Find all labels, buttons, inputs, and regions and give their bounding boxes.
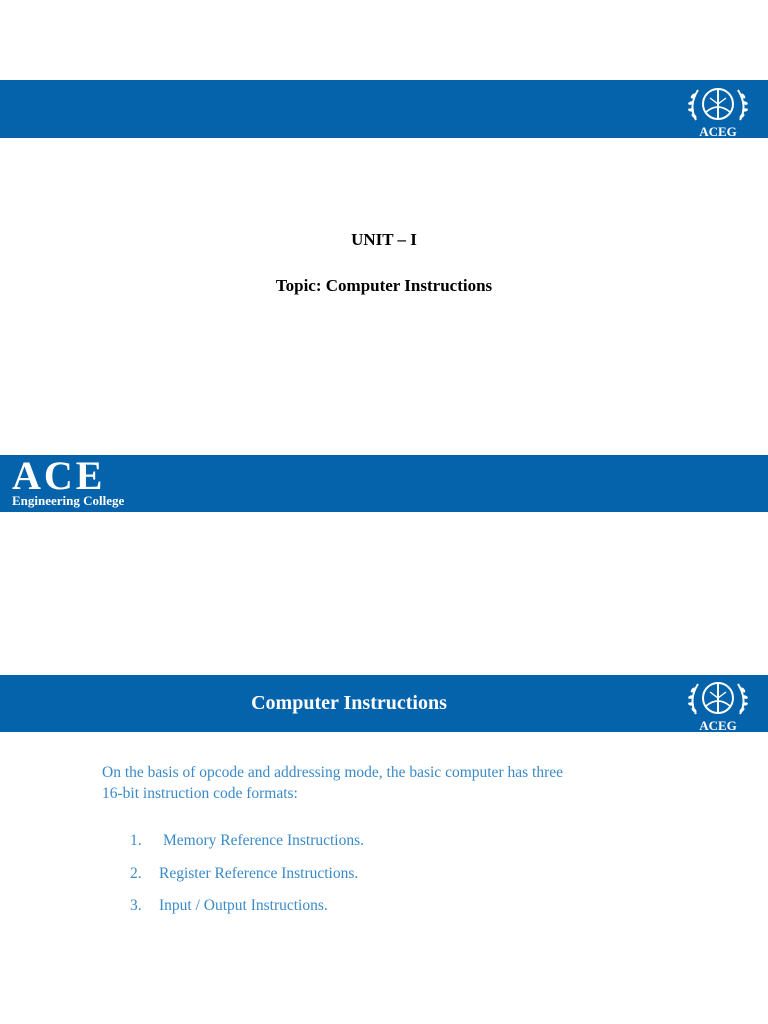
list-item-label: Input / Output Instructions. xyxy=(159,897,328,914)
slide1-header-band xyxy=(0,80,768,138)
unit-title: UNIT – I xyxy=(351,230,417,249)
intro-line-2: 16-bit instruction code formats: xyxy=(102,785,298,802)
intro-line-1: On the basis of opcode and addressing mode, the basic computer has three xyxy=(102,764,563,781)
college-emblem-icon xyxy=(682,676,754,734)
list-item-label: Memory Reference Instructions. xyxy=(163,832,365,849)
slide1-footer-band xyxy=(0,455,768,512)
list-item-number: 3. xyxy=(130,897,142,914)
ace-college-logo xyxy=(10,455,180,512)
intro-paragraph xyxy=(102,762,662,804)
list-item-number: 2. xyxy=(130,865,142,882)
emblem-label: ACEG xyxy=(699,718,737,733)
ace-logo-text: ACE xyxy=(12,455,106,498)
ace-logo-subtext: Engineering College xyxy=(12,493,125,508)
emblem-label: ACEG xyxy=(699,124,737,139)
slide-title: Computer Instructions xyxy=(251,692,447,714)
slide2-header-band xyxy=(0,675,768,732)
topic-title: Topic: Computer Instructions xyxy=(275,276,493,295)
college-emblem-icon xyxy=(682,82,754,140)
list-item-label: Register Reference Instructions. xyxy=(159,865,359,882)
list-item-number: 1. xyxy=(130,832,142,849)
list-item xyxy=(130,897,328,915)
list-item xyxy=(130,832,364,850)
list-item xyxy=(130,865,358,883)
